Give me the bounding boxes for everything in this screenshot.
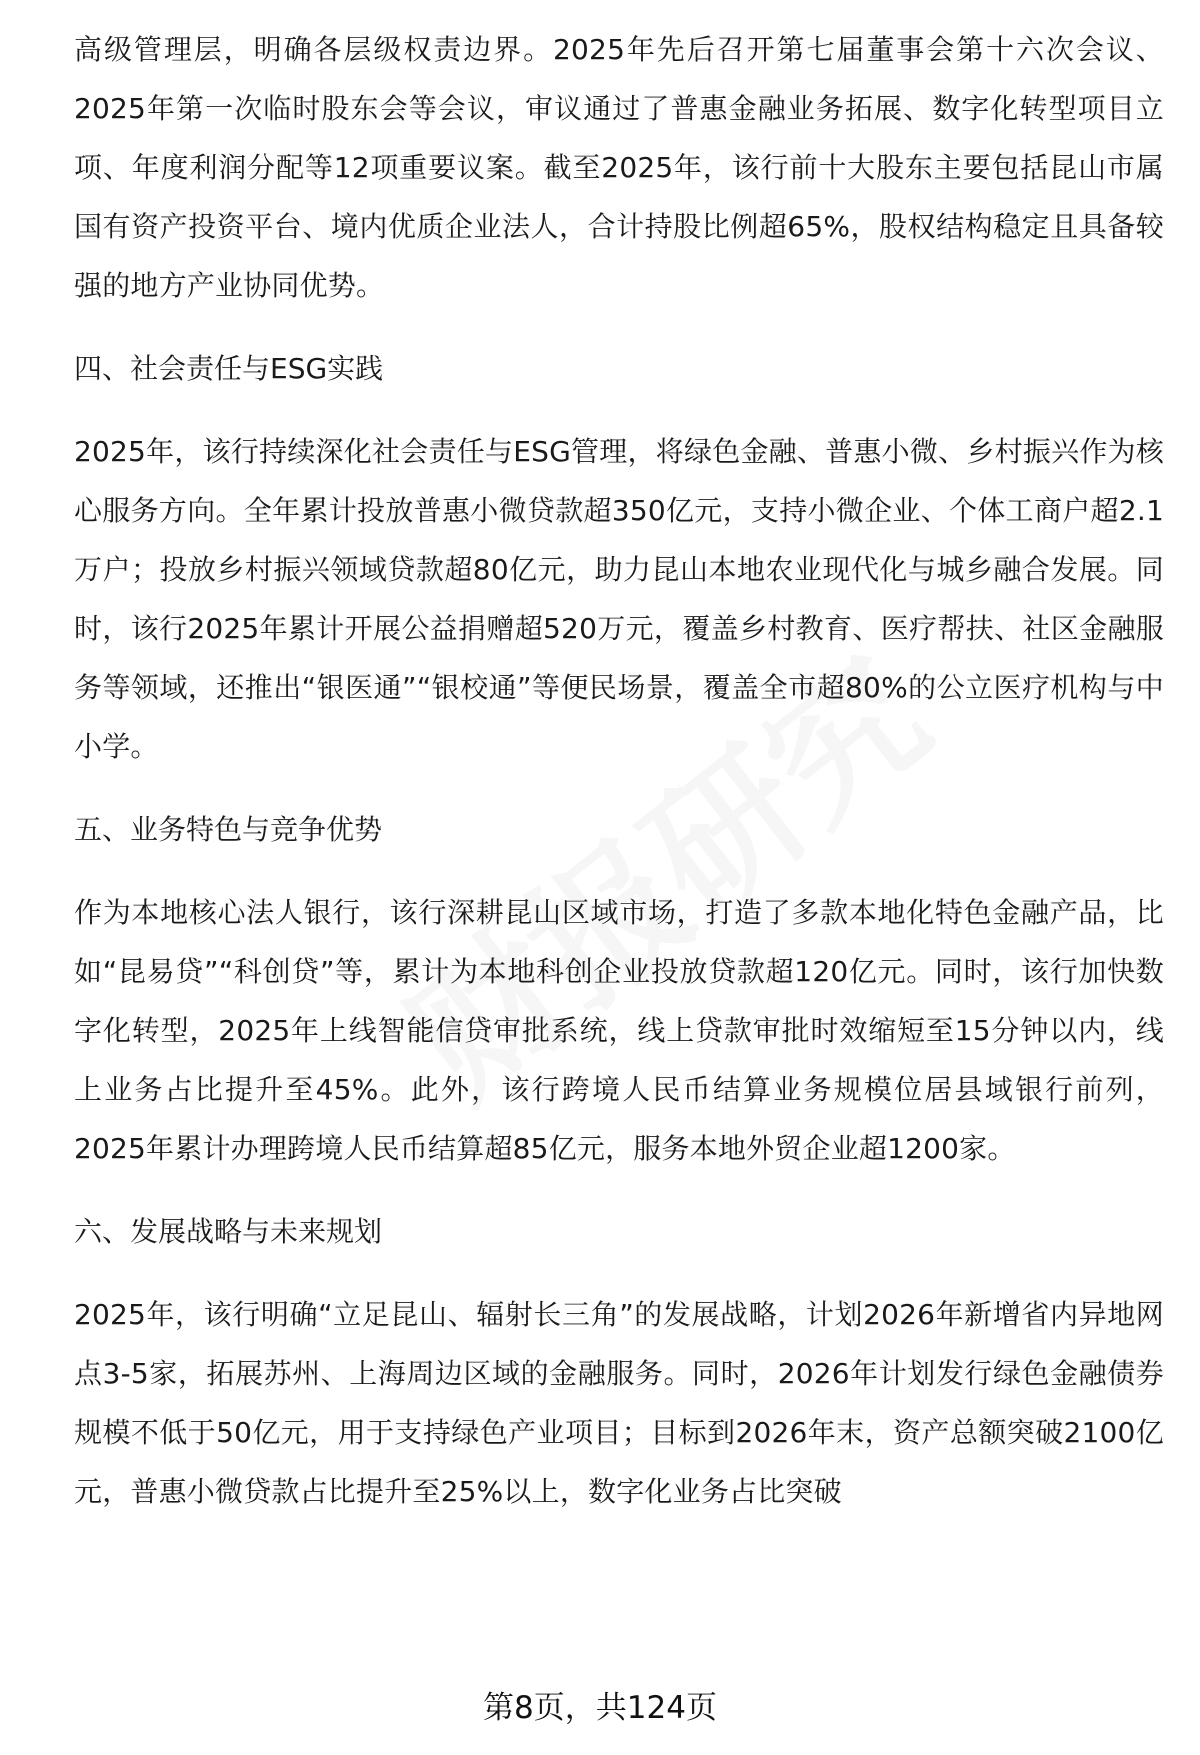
paragraph: 2025年，该行持续深化社会责任与ESG管理，将绿色金融、普惠小微、乡村振兴作为核心服务方向。全年累计投放普惠小微贷款超350亿元，支持小微企业、个体工商户超2.1万户；投放乡村振兴领域贷款超80亿元，助力昆山本地农业现代化与城乡融合发展。同时，该行2025年累计开展公益捐赠超520万元，覆盖乡村教育、医疗帮扶、社区金融服务等领域，还推出“银医通”“银校通”等便民场景，覆盖全市超80%的公立医疗机构与中小学。: [74, 435, 1164, 763]
section-heading: 四、社会责任与ESG实践: [74, 352, 384, 385]
section-heading: 六、发展战略与未来规划: [74, 1215, 383, 1248]
paragraph: 高级管理层，明确各层级权责边界。2025年先后召开第七届董事会第十六次会议、2025年第一次临时股东会等会议，审议通过了普惠金融业务拓展、数字化转型项目立项、年度利润分配等12项重要议案。截至2025年，该行前十大股东主要包括昆山市属国有资产投资平台、境内优质企业法人，合计持股比例超65%，股权结构稳定且具备较强的地方产业协同优势。: [74, 33, 1164, 302]
paragraph: 作为本地核心法人银行，该行深耕昆山区域市场，打造了多款本地化特色金融产品，比如“昆易贷”“科创贷”等，累计为本地科创企业投放贷款超120亿元。同时，该行加快数字化转型，2025年上线智能信贷审批系统，线上贷款审批时效缩短至15分钟以内，线上业务占比提升至45%。此外，该行跨境人民币结算业务规模位居县域银行前列，2025年累计办理跨境人民币结算超85亿元，服务本地外贸企业超1200家。: [74, 896, 1164, 1165]
paragraph: 2025年，该行明确“立足昆山、辐射长三角”的发展战略，计划2026年新增省内异地网点3-5家，拓展苏州、上海周边区域的金融服务。同时，2026年计划发行绿色金融债券规模不低于50亿元，用于支持绿色产业项目；目标到2026年末，资产总额突破2100亿元，普惠小微贷款占比提升至25%以上，数字化业务占比突破: [74, 1298, 1164, 1508]
page-number: 第8页，共124页: [483, 1690, 717, 1726]
section-heading: 五、业务特色与竞争优势: [74, 813, 383, 846]
document-body: [74, 20, 1164, 1521]
